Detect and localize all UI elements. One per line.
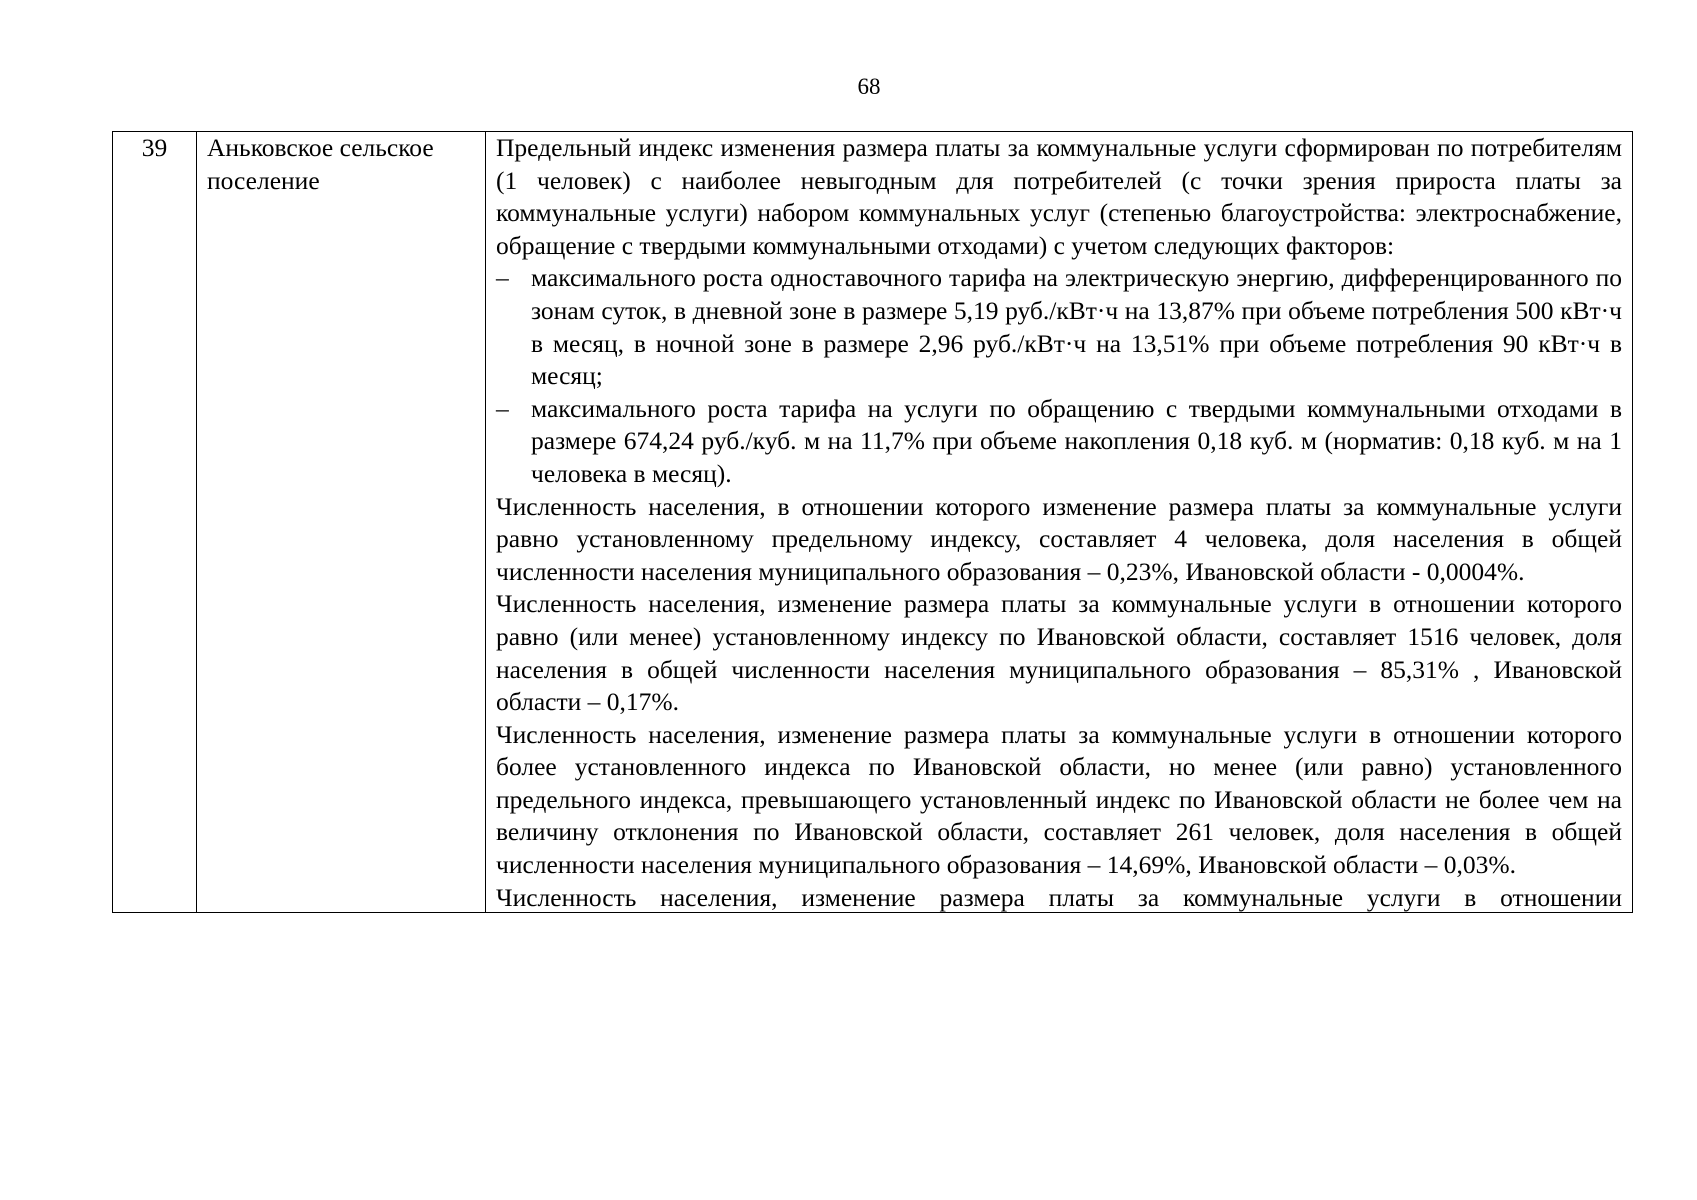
population-paragraph: Численность населения, изменение размера платы за коммунальные услуги в отношении которого равно (или менее) установленному индексу по Ивановской области, составляет 1516 человек, доля населения в общей численности населения муниципального образования – 85,31% , Ивановской области – 0,17%.	[496, 589, 1622, 717]
factor-item	[496, 262, 1622, 392]
continuation-line: Численность населения, изменение размера платы за коммунальные услуги в отношении	[496, 882, 1622, 912]
dash-marker: –	[496, 393, 509, 423]
factor-item	[496, 393, 1622, 491]
row-number: 39	[141, 133, 168, 162]
municipality-cell	[197, 132, 486, 913]
intro-paragraph: Предельный индекс изменения размера платы за коммунальные услуги сформирован по потребителям (1 человек) с наиболее невыгодным для потребителей (с точки зрения прироста платы за коммунальные услуги) набором коммунальных услуг (степенью благоустройства: электроснабжение, обращение с твердыми коммунальными отходами) с учетом следующих факторов:	[496, 133, 1622, 260]
description-cell	[486, 132, 1633, 913]
row-number-cell	[113, 132, 197, 913]
table-row	[113, 132, 1633, 913]
municipality-name: Аньковское сельское поселение	[207, 133, 434, 195]
population-paragraph: Численность населения, изменение размера платы за коммунальные услуги в отношении которого более установленного индекса по Ивановской области, но менее (или равно) установленного предельного индекса, превышающего установленный индекс по Ивановской области не более чем на величину отклонения по Ивановской области, составляет 261 человек, доля населения в общей численности населения муниципального образования – 14,69%, Ивановской области – 0,03%.	[496, 719, 1622, 880]
population-paragraph: Численность населения, в отношении которого изменение размера платы за коммунальные услуги равно установленному предельному индексу, составляет 4 человека, доля населения в общей численности населения муниципального образования – 0,23%, Ивановской области - 0,0004%.	[496, 491, 1622, 586]
page-number: 68	[857, 74, 881, 99]
dash-marker: –	[496, 263, 509, 293]
municipality-table	[112, 131, 1633, 913]
factor-text: максимального роста одноставочного тарифа на электрическую энергию, дифференцированного по зонам суток, в дневной зоне в размере 5,19 руб./кВт·ч на 13,87% при объеме потребления 500 кВт·ч в месяц, в ночной зоне в размере 2,96 руб./кВт·ч на 13,51% при объеме потребления 90 кВт·ч в месяц;	[531, 263, 1622, 391]
factor-text: максимального роста тарифа на услуги по обращению с твердыми коммунальными отходами в размере 674,24 руб./куб. м на 11,7% при объеме накопления 0,18 куб. м (норматив: 0,18 куб. м на 1 человека в месяц).	[531, 393, 1622, 488]
